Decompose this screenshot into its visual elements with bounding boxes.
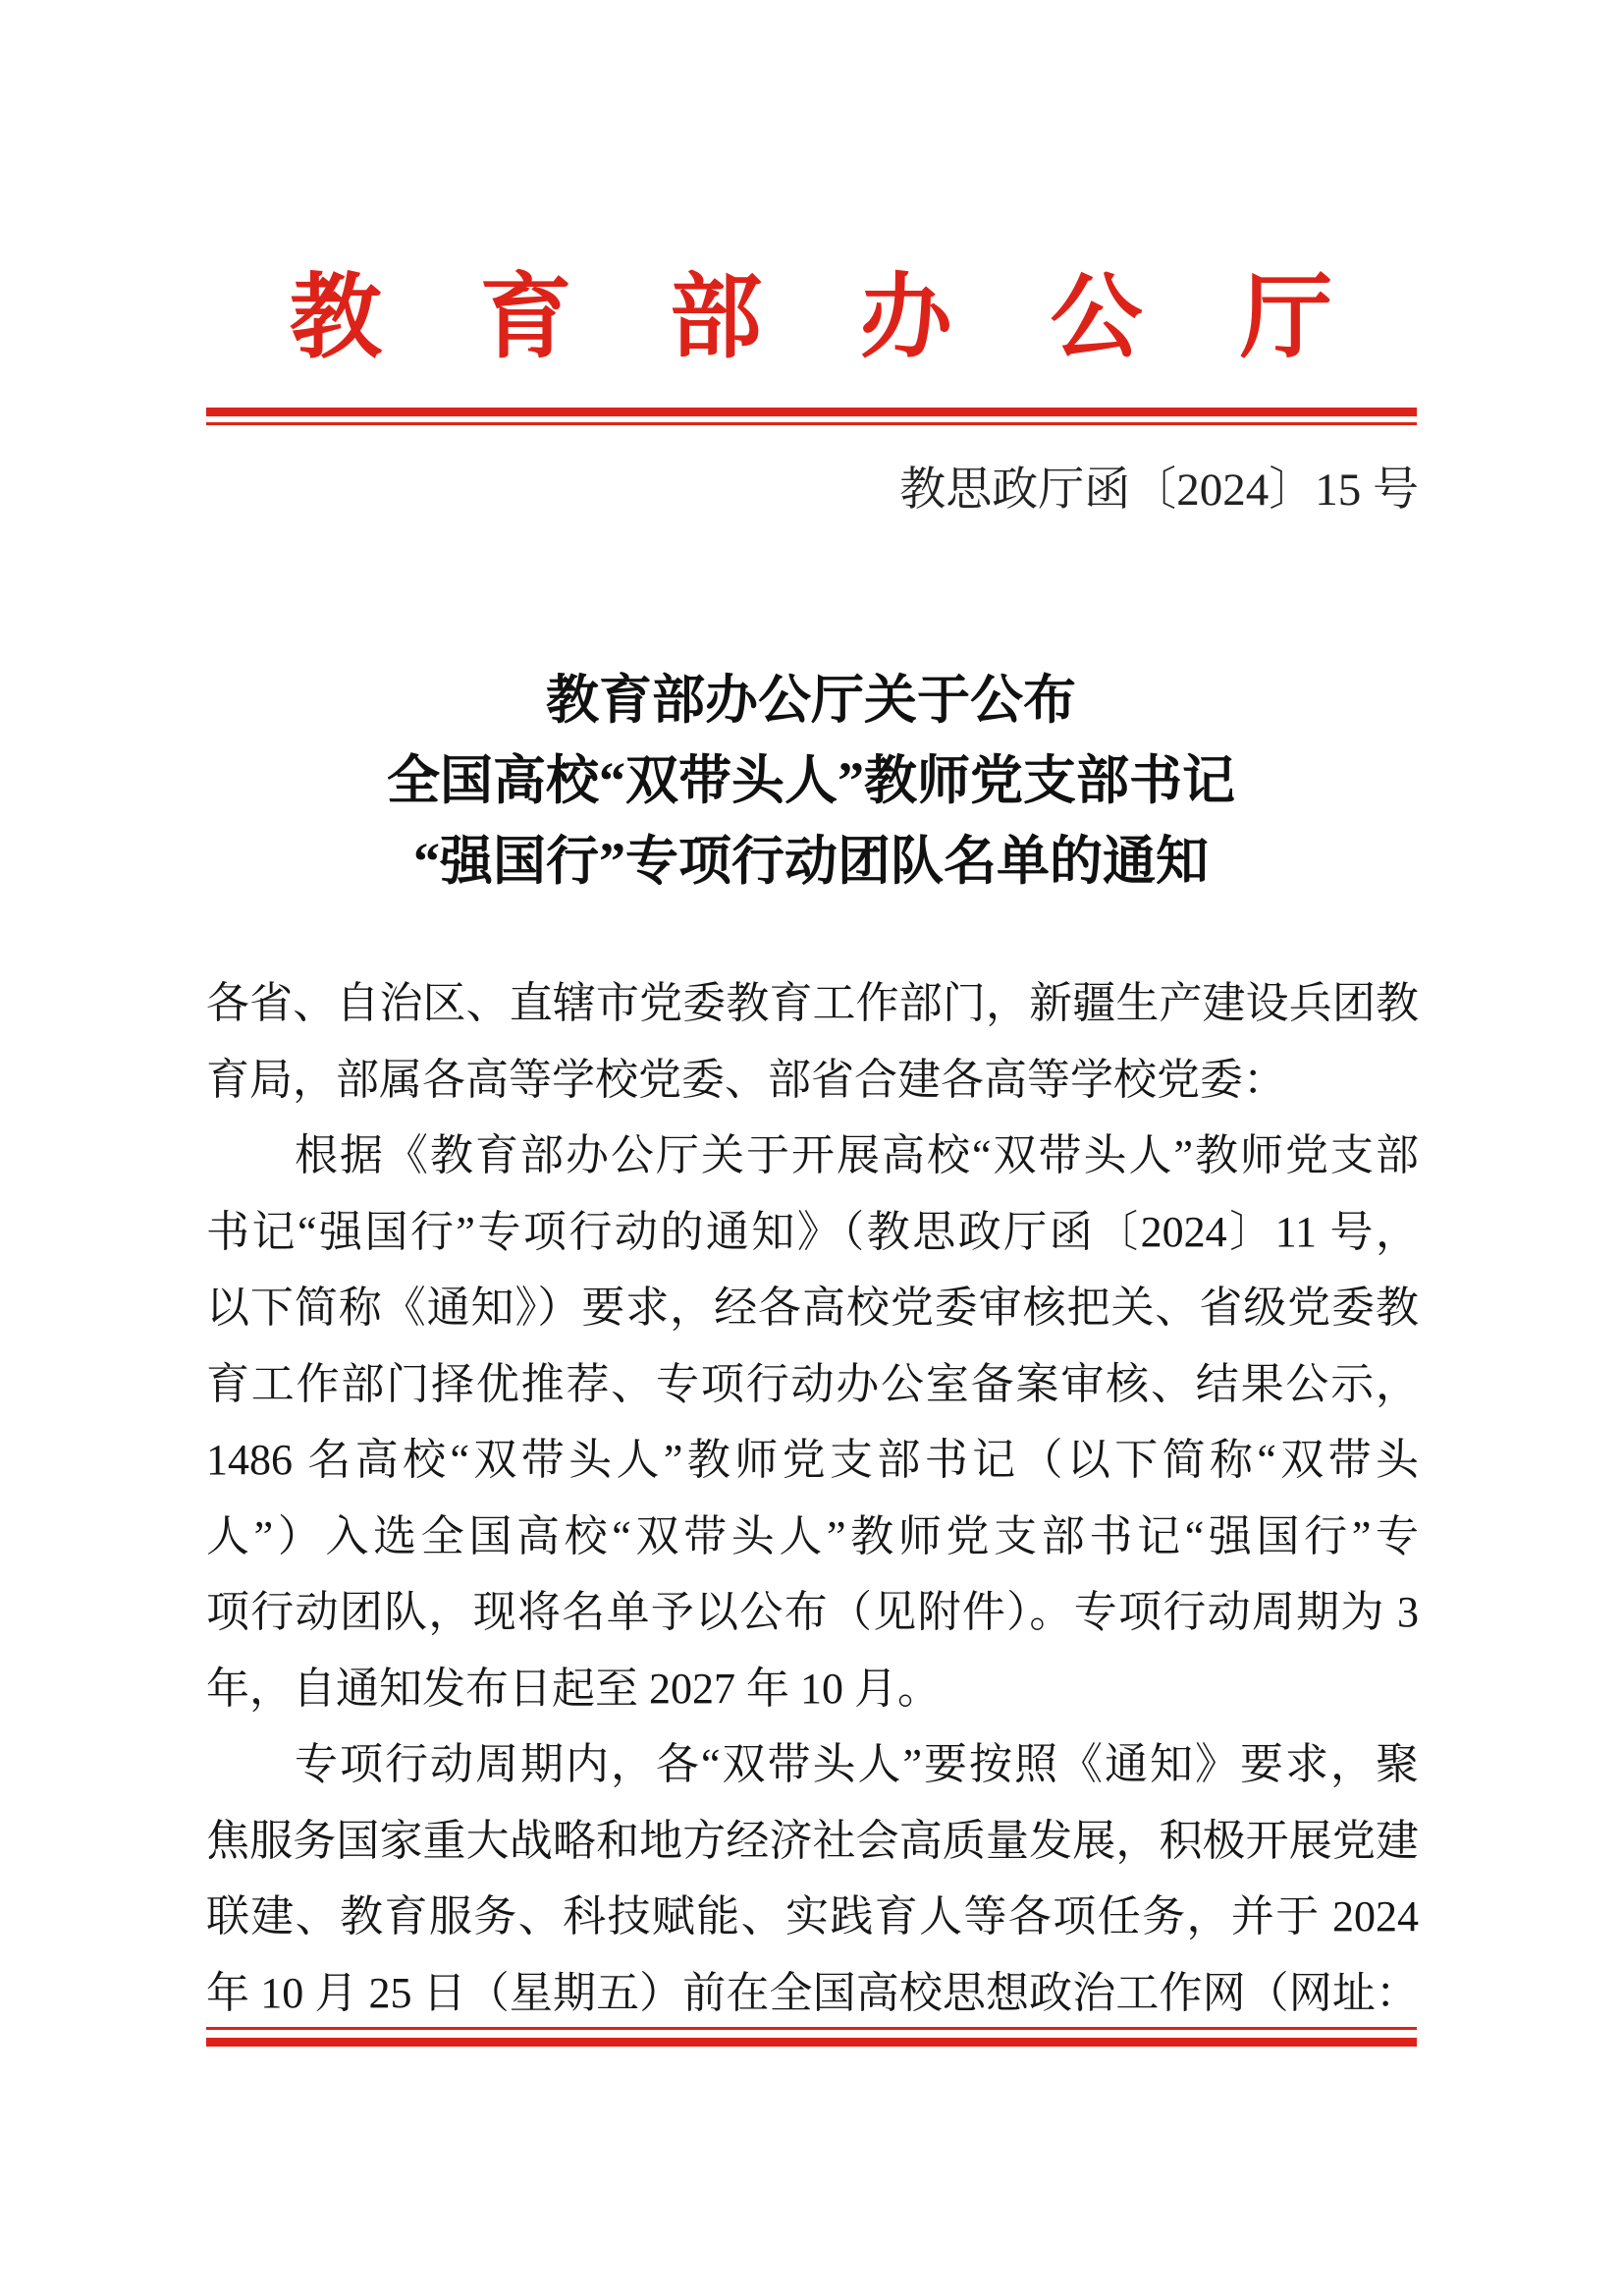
doc-number: 教思政厅函〔2024〕15 号 (899, 465, 1419, 516)
body-text (206, 965, 1419, 2031)
letterhead-title (0, 253, 1622, 383)
body-line: 各省、自治区、直辖市党委教育工作部门，新疆生产建设兵团教 (206, 979, 1419, 1027)
body-line: 1486 名高校“双带头人”教师党支部书记（以下简称“双带头 (206, 1436, 1419, 1484)
notice-title-line-3: “强国行”专项行动团队名单的通知 (413, 832, 1209, 891)
body-line: 焦服务国家重大战略和地方经济社会高质量发展，积极开展党建 (206, 1816, 1419, 1865)
notice-title (0, 660, 1622, 902)
body-line: 育局，部属各高等学校党委、部省合建各高等学校党委： (206, 1055, 1286, 1104)
body-line: 以下简称《通知》）要求，经各高校党委审核把关、省级党委教 (206, 1284, 1419, 1332)
body-line: 人”）入选全国高校“双带头人”教师党支部书记“强国行”专 (206, 1511, 1419, 1560)
body-line: 年 10 月 25 日（星期五）前在全国高校思想政治工作网（网址： (206, 1968, 1419, 2017)
body-line: 根据《教育部办公厅关于开展高校“双带头人”教师党支部 (295, 1131, 1419, 1179)
header-separator-thin (206, 422, 1417, 425)
body-line: 育工作部门择优推荐、专项行动办公室备案审核、结果公示， (206, 1359, 1419, 1408)
letterhead-title-text: 教育部办公厅 (289, 267, 1431, 369)
body-line: 专项行动周期内，各“双带头人”要按照《通知》要求，聚 (295, 1740, 1419, 1788)
body-line: 联建、教育服务、科技赋能、实践育人等各项任务，并于 2024 (206, 1892, 1419, 1941)
body-line: 项行动团队，现将名单予以公布（见附件）。专项行动周期为 3 (206, 1588, 1419, 1636)
footer-separator-thick (206, 2038, 1417, 2047)
body-line: 书记“强国行”专项行动的通知》（教思政厅函〔2024〕11 号， (206, 1207, 1419, 1256)
footer-separator-thin (206, 2027, 1417, 2030)
header-separator-thick (206, 408, 1417, 416)
body-line: 年，自通知发布日起至 2027 年 10 月。 (206, 1664, 941, 1713)
notice-title-line-2: 全国高校“双带头人”教师党支部书记 (387, 751, 1235, 810)
notice-title-line-1: 教育部办公厅关于公布 (546, 671, 1076, 730)
